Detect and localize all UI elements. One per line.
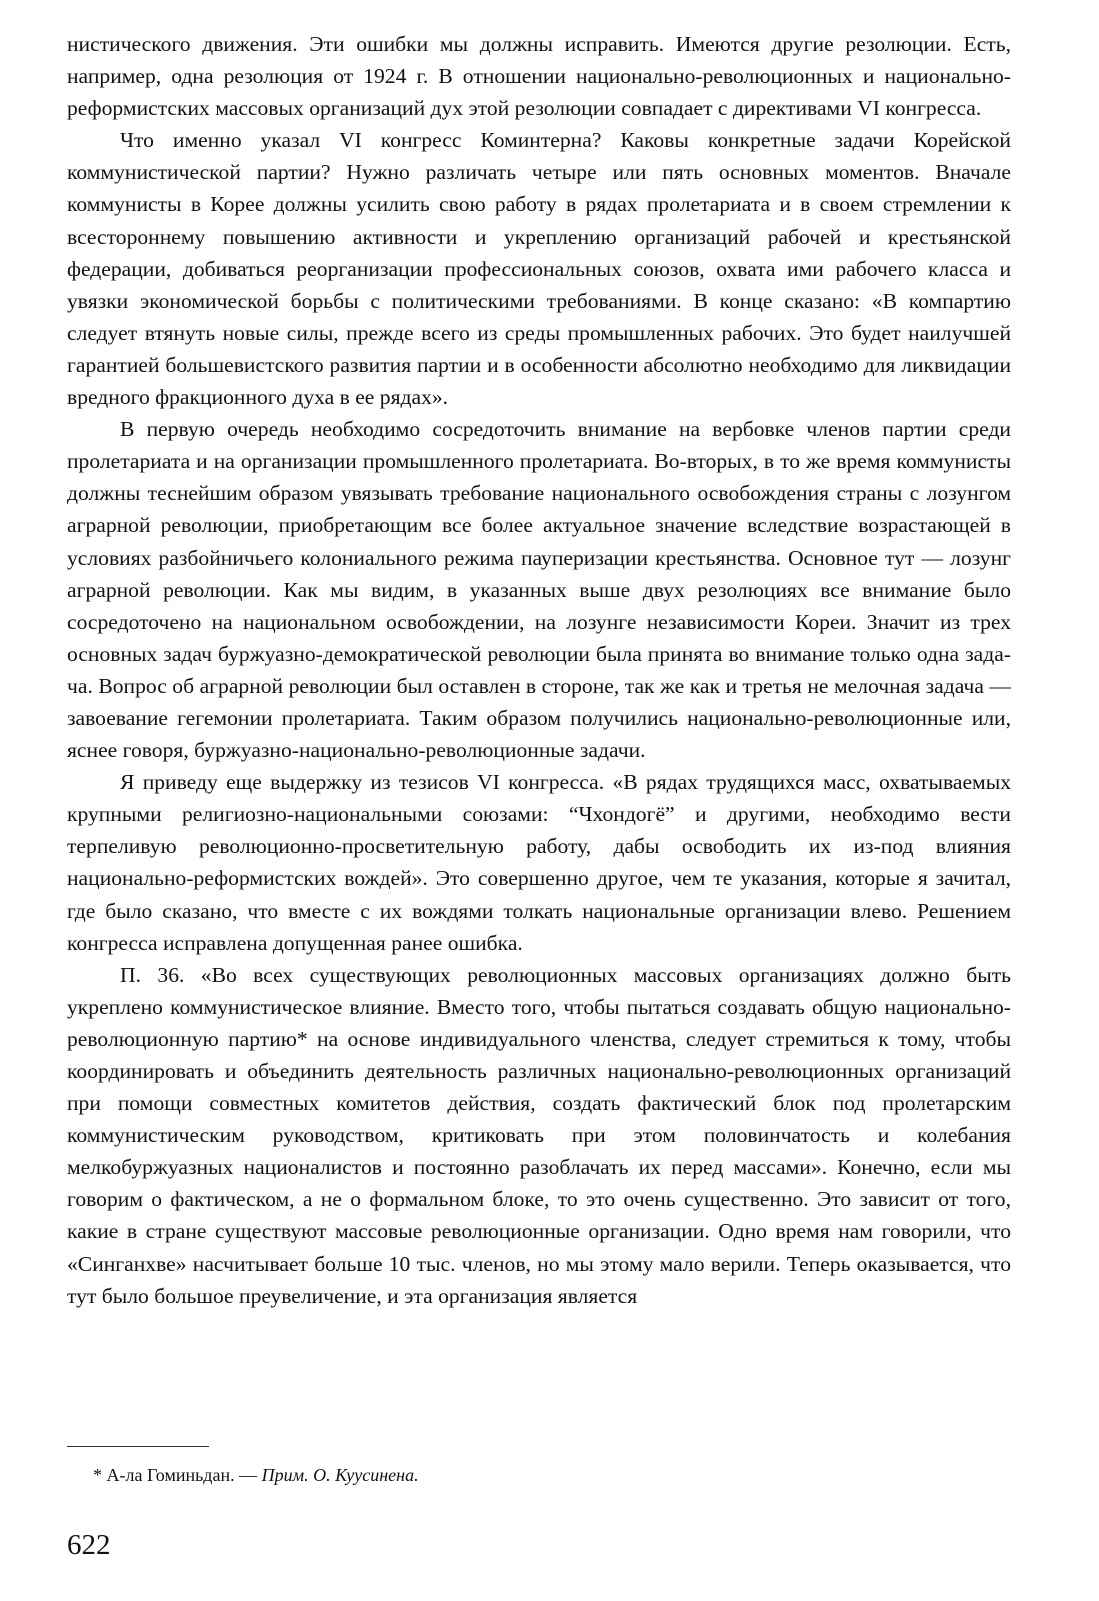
paragraph-4: Я приведу еще выдержку из тезисов VI конгресса. «В рядах трудящихся масс, охватываемых крупными религиозно-национальными союзами: “Чхондогё” и другими, необходимо вести терпеливую революционно-просветительную работу, дабы освободить их из-под влияния национально-реформистских вождей». Это совершенно другое, чем те указания, которые я зачитал, где было сказано, что вместе с их вождями толкать национальные организации влево. Решением конгресса исправлена допущенная ранее ошибка. [67, 770, 1011, 955]
paragraph-3: В первую очередь необходимо сосредоточить внимание на вербовке членов партии среди пролетариата и на организации промышленного пролетариата. Во-вторых, в то же время коммунисты должны теснейшим образом увязывать требование национального освобождения страны с лозунгом аграрной революции, приобретающим все более актуальное значение вследствие возрастающей в условиях разбойничьего колониального режима пауперизации крестьянства. Основное тут — лозунг аграрной революции. Как мы видим, в указанных выше двух резолюциях все внимание было сосредоточено на национальном освобождении, на лозунге независимости Кореи. Значит из трех основных задач буржуазно-демократической революции была принята во внимание только одна задача. Вопрос об аграрной революции был оставлен в стороне, так же как и третья не мелочная задача — завоевание гегемонии пролетариата. Таким образом получились национально-революционные или, яснее говоря, буржуазно-национально-революционные задачи. [67, 417, 1011, 763]
body-text [67, 28, 1011, 1312]
paragraph-1: нистического движения. Эти ошибки мы должны исправить. Имеются другие резолюции. Есть, например, одна резолюция от 1924 г. В отношении национально-революционных и национально-реформистских массовых организаций дух этой резолюции совпадает с директивами VI конгресса. [67, 32, 1011, 121]
footnote-divider [67, 1446, 209, 1447]
paragraph-5: П. 36. «Во всех существующих революционных массовых организациях должно быть укреплено коммунистическое влияние. Вместо того, чтобы пытаться создавать общую национально-революционную партию* на основе индивидуального членства, следует стремиться к тому, чтобы координировать и объединить деятельность различных национально-революционных организаций при помощи совместных комитетов действия, создать фактический блок под пролетарским коммунистическим руководством, критиковать при этом половинчатость и колебания мелкобуржуазных националистов и постоянно разоблачать их перед массами». Конечно, если мы говорим о фактическом, а не о формальном блоке, то это очень существенно. Это зависит от того, какие в стране существуют массовые революционные организации. Одно время нам говорили, что «Синганхве» насчитывает больше 10 тыс. членов, но мы этому мало верили. Теперь оказывается, что тут было большое преувеличение, и эта организация является [67, 962, 1011, 1308]
page-number: 622 [67, 1529, 111, 1561]
footnote [93, 1463, 893, 1487]
paragraph-2: Что именно указал VI конгресс Коминтерна? Каковы конкретные задачи Корейской коммунистической партии? Нужно различать четыре или пять основных моментов. Вначале коммунисты в Корее должны усилить свою работу в рядах пролетариата и в своем стремлении к всестороннему повышению активности и укреплению организаций рабочей и крестьянской федерации, добиваться реорганизации профессиональных союзов, охвата ими рабочего класса и увязки экономической борьбы с политическими требованиями. В конце сказано: «В компартию следует втянуть новые силы, прежде всего из среды промышленных рабочих. Это будет наилучшей гарантией большевистского развития партии и в особенности абсолютно необходимо для ликвидации вредного фракционного духа в ее рядах». [67, 128, 1011, 410]
footnote-attribution: Прим. О. Куусинена. [261, 1465, 419, 1485]
footnote-text: * А-ла Гоминьдан. — [93, 1465, 262, 1485]
